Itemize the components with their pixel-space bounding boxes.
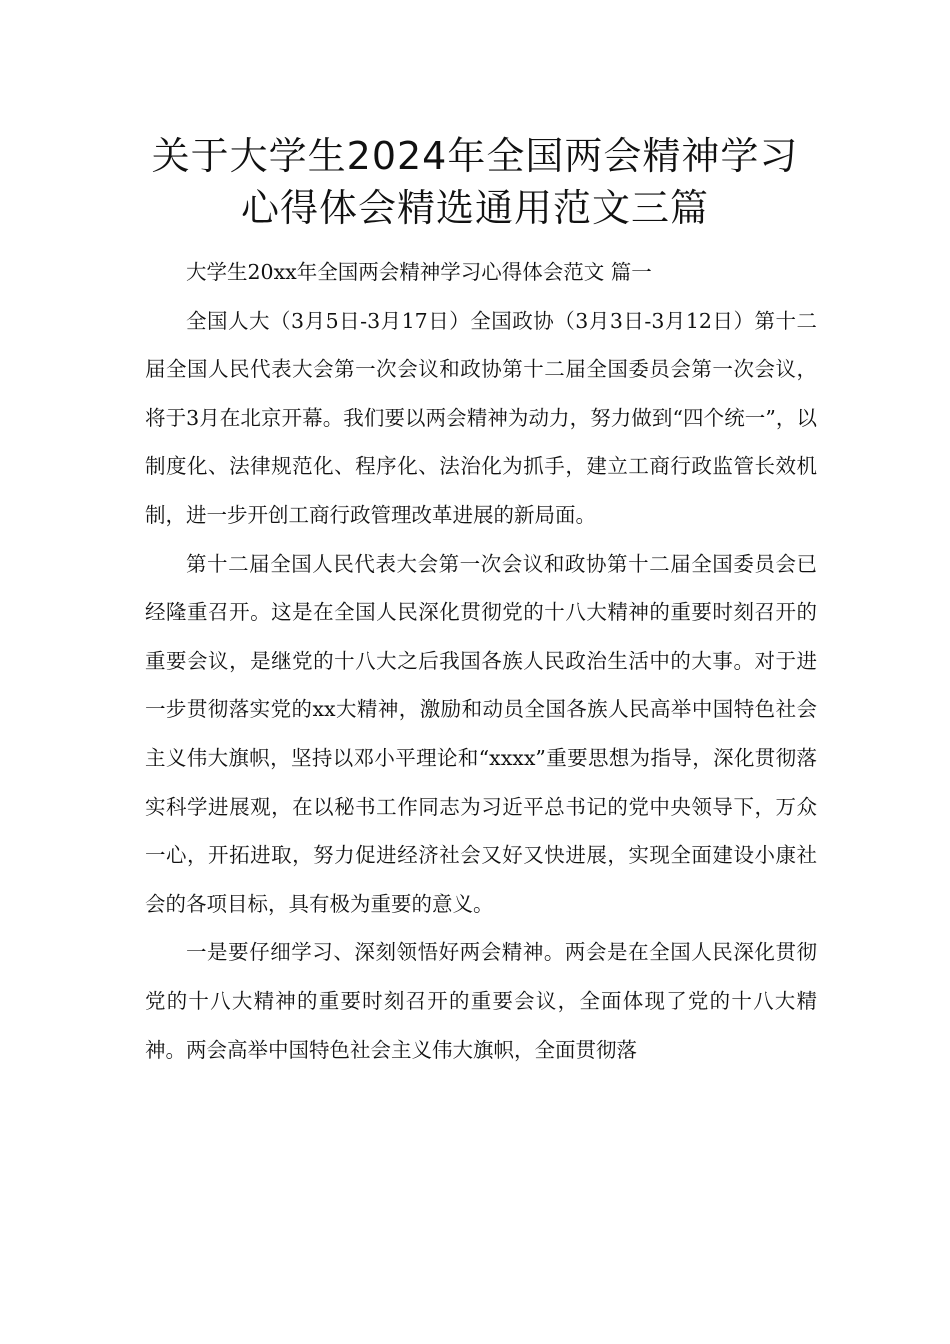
document-body [145, 248, 817, 1074]
paragraph-2: 第十二届全国人民代表大会第一次会议和政协第十二届全国委员会已经隆重召开。这是在全国人民深化贯彻党的十八大精神的重要时刻召开的重要会议，是继党的十八大之后我国各族人民政治生活中的大事。对于进一步贯彻落实党的xx大精神，激励和动员全国各族人民高举中国特色社会主义伟大旗帜，坚持以邓小平理论和“xxxx”重要思想为指导，深化贯彻落实科学进展观，在以秘书工作同志为习近平总书记的党中央领导下，万众一心，开拓进取，努力促进经济社会又好又快进展，实现全面建设小康社会的各项目标，具有极为重要的意义。 [145, 551, 817, 916]
document-title-line-2: 心得体会精选通用范文三篇 [240, 186, 709, 230]
paragraph-3: 一是要仔细学习、深刻领悟好两会精神。两会是在全国人民深化贯彻党的十八大精神的重要时刻召开的重要会议，全面体现了党的十八大精神。两会高举中国特色社会主义伟大旗帜，全面贯彻落 [145, 940, 817, 1062]
section-heading: 大学生20xx年全国两会精神学习心得体会范文 篇一 [186, 260, 652, 284]
document-title-line-1: 关于大学生2024年全国两会精神学习 [151, 134, 799, 178]
paragraph-1: 全国人大（3月5日-3月17日）全国政协（3月3日-3月12日）第十二届全国人民代表大会第一次会议和政协第十二届全国委员会第一次会议，将于3月在北京开幕。我们要以两会精神为动力，努力做到“四个统一”，以制度化、法律规范化、程序化、法治化为抓手，建立工商行政监管长效机制，进一步开创工商行政管理改革进展的新局面。 [145, 308, 817, 527]
